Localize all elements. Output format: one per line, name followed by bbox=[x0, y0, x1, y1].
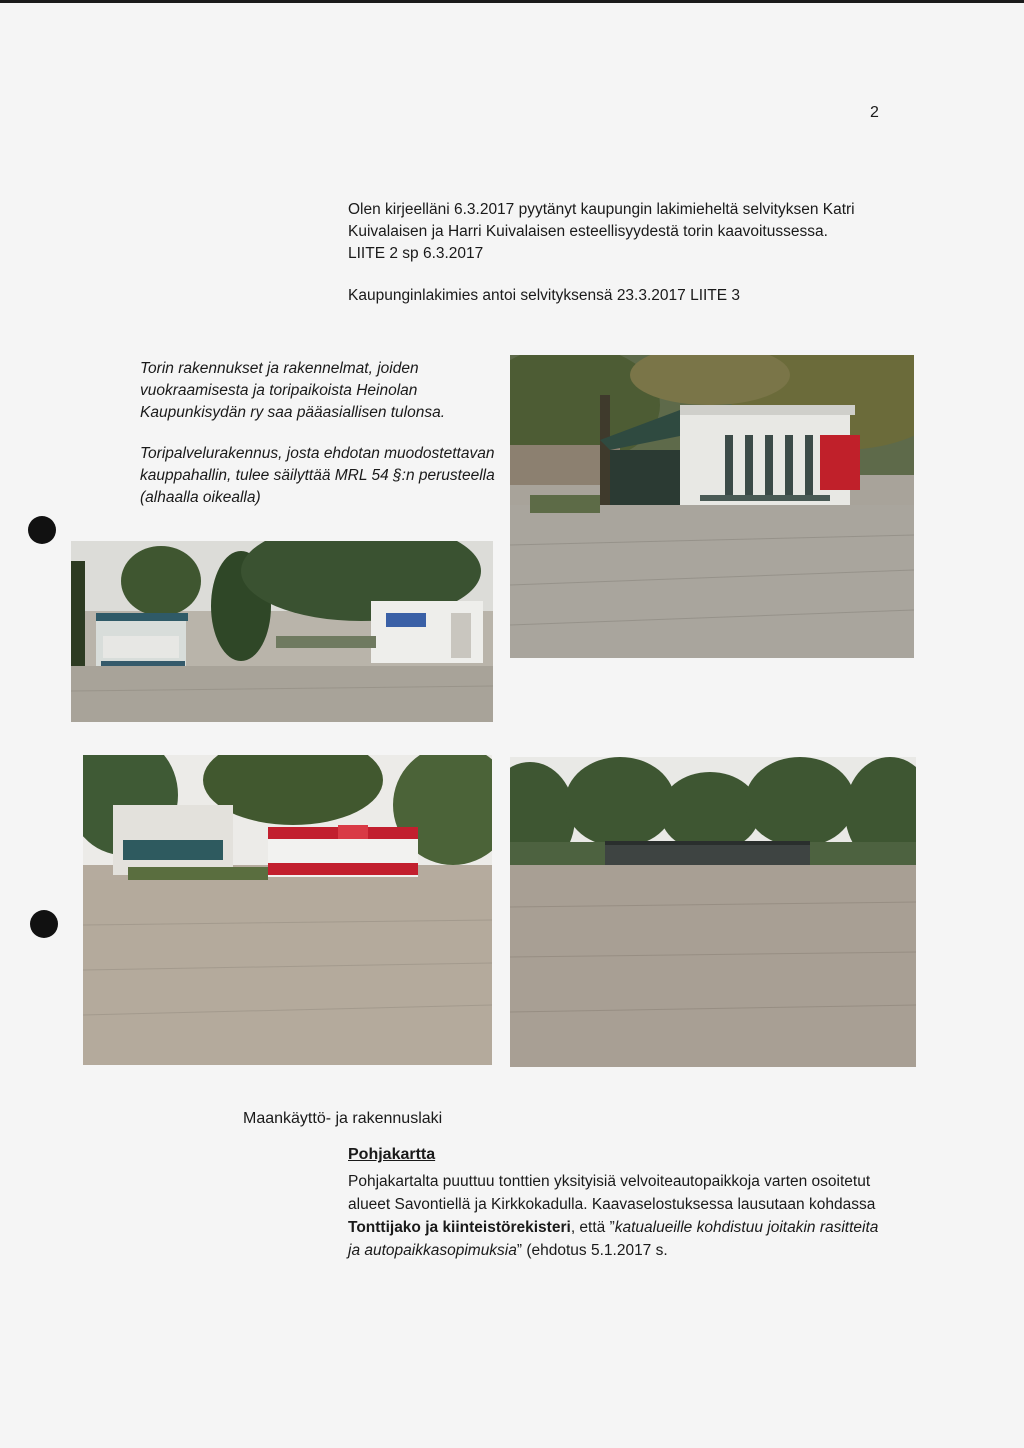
photo-empty-square bbox=[510, 757, 916, 1067]
caption-service-building: Toripalvelurakennus, josta ehdotan muodostettavan kauppahallin, tulee säilyttää MRL 54 §:n perusteella (alhaalla oikealla) bbox=[140, 445, 495, 506]
page-number: 2 bbox=[870, 104, 879, 121]
intro-paragraph-2: Kaupunginlakimies antoi selvityksensä 23.3.2017 LIITE 3 bbox=[348, 287, 741, 304]
section-label: Maankäyttö- ja rakennuslaki bbox=[243, 1110, 443, 1127]
photo-kiosk-and-trailer bbox=[71, 541, 493, 722]
body-text-part: ” (ehdotus 5.1.2017 s. bbox=[516, 1242, 668, 1259]
body-text-bold: Tonttijako ja kiinteistörekisteri bbox=[348, 1219, 571, 1236]
intro-paragraph-1: Olen kirjeelläni 6.3.2017 pyytänyt kaupungin lakimieheltä selvityksen Katri Kuivalaisen ja Harri Kuivalaisen esteellisyydestä torin kaavoitussessa. LIITE 2 sp 6.3.2017 bbox=[348, 201, 855, 262]
punch-hole bbox=[28, 516, 56, 544]
scan-top-edge bbox=[0, 0, 1024, 3]
body-text-quote: katualueille kohdistuu joitakin rasitteita ja autopaikkasopimuksia bbox=[348, 1219, 879, 1259]
body-text-part: Pohjakartalta puuttuu tonttien yksityisiä velvoiteautopaikkoja varten osoitetut alueet Savontiellä ja Kirkkokadulla. Kaavaselostuksessa lausutaan kohdassa bbox=[348, 1173, 876, 1213]
body-text-part: , että ” bbox=[570, 1219, 615, 1236]
section-heading: Pohjakartta bbox=[348, 1146, 436, 1163]
section-body-text bbox=[348, 1170, 888, 1262]
photo-grill-trailer bbox=[83, 755, 492, 1065]
photo-market-trailer bbox=[510, 355, 914, 658]
caption-market-buildings: Torin rakennukset ja rakennelmat, joiden vuokraamisesta ja toripaikoista Heinolan Kaupunkisydän ry saa pääasiallisen tulonsa. bbox=[140, 360, 446, 421]
punch-hole bbox=[30, 910, 58, 938]
